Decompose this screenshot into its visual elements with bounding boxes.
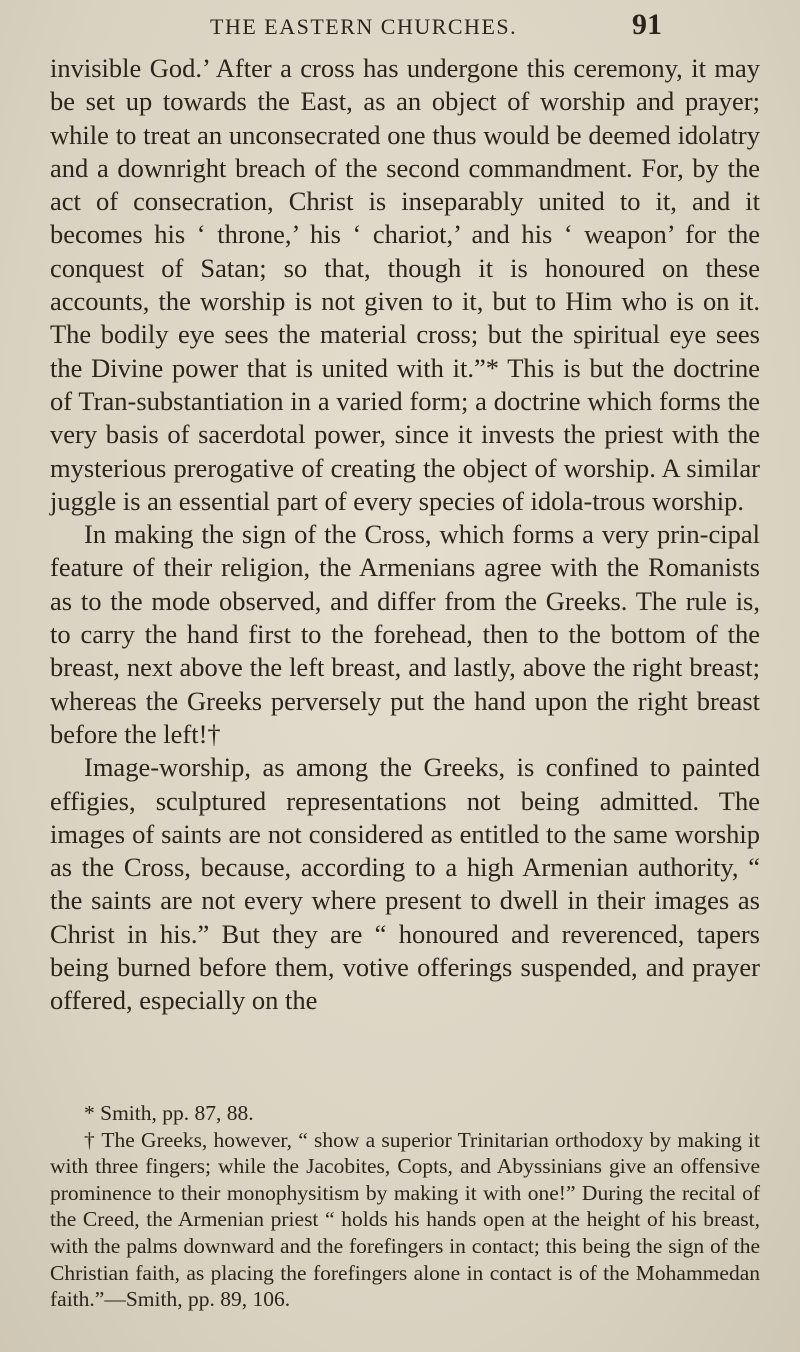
footnote-1: * Smith, pp. 87, 88. (84, 1101, 254, 1125)
footnotes (50, 1100, 760, 1313)
page-header (0, 8, 800, 48)
footnote-2: † The Greeks, however, “ show a superior Trinitarian orthodoxy by making it with three fingers; while the Jacobites, Copts, and Abyssinians give an offensive prominence to their monophysitism by making it with one!” During the recital of the Creed, the Armenian priest “ holds his hands open at the height of his breast, with the palms downward and the forefingers in contact; this being the sign of the Christian faith, as placing the forefingers alone in contact is of the Mohammedan faith.”—Smith, pp. 89, 106. (50, 1127, 760, 1312)
body-text (50, 52, 760, 1018)
paragraph-2: In making the sign of the Cross, which forms a very prin-cipal feature of their religion, the Armenians agree with the Romanists as to the mode observed, and differ from the Greeks. The rule is, to carry the hand first to the forehead, then to the bottom of the breast, next above the left breast, and lastly, above the right breast; whereas the Greeks perversely put the hand upon the right breast before the left!† (50, 519, 760, 749)
running-head: THE EASTERN CHURCHES. (210, 14, 518, 39)
page-number: 91 (632, 8, 662, 41)
paragraph-1: invisible God.’ After a cross has undergone this ceremony, it may be set up towards the East, as an object of worship and prayer; while to treat an unconsecrated one thus would be deemed idolatry and a downright breach of the second commandment. For, by the act of consecration, Christ is inseparably united to it, and it becomes his ‘ throne,’ his ‘ chariot,’ and his ‘ weapon’ for the conquest of Satan; so that, though it is honoured on these accounts, the worship is not given to it, but to Him who is on it. The bodily eye sees the material cross; but the spiritual eye sees the Divine power that is united with it.”* This is but the doctrine of Tran-substantiation in a varied form; a doctrine which forms the very basis of sacerdotal power, since it invests the priest with the mysterious prerogative of creating the object of worship. A similar juggle is an essential part of every species of idola-trous worship. (50, 53, 760, 516)
paragraph-3: Image-worship, as among the Greeks, is confined to painted effigies, sculptured representations not being admitted. The images of saints are not considered as entitled to the same worship as the Cross, because, according to a high Armenian authority, “ the saints are not every where present to dwell in their images as Christ in his.” But they are “ honoured and reverenced, tapers being burned before them, votive offerings suspended, and prayer offered, especially on the (50, 752, 760, 1016)
